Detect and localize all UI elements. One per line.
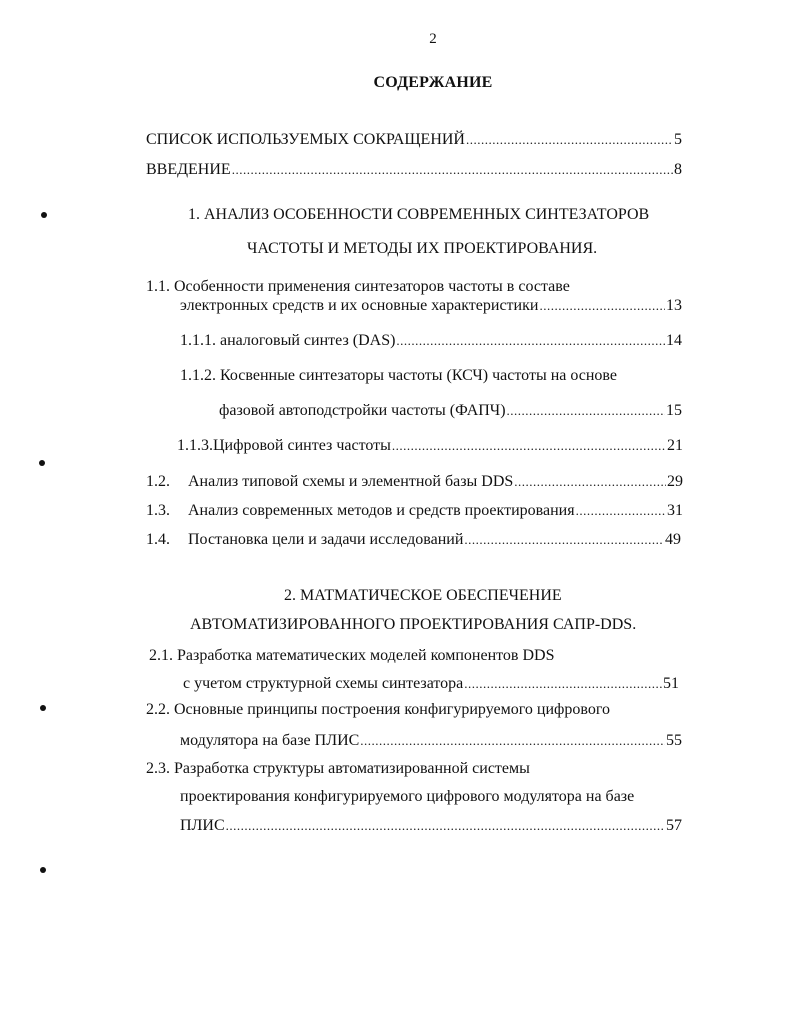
toc-entry-2-1[interactable] — [183, 675, 679, 693]
toc-entry-1-1-line-1[interactable]: 1.1. Особенности применения синтезаторов частоты в составе — [146, 278, 570, 295]
toc-entry-text: Анализ современных методов и средств проектирования — [188, 502, 575, 519]
toc-entry-1-3[interactable] — [146, 502, 683, 520]
toc-leader-dots — [507, 402, 665, 420]
toc-entry-page: 31 — [667, 502, 683, 519]
toc-entry-page: 14 — [666, 332, 682, 349]
toc-title: СОДЕРЖАНИЕ — [373, 74, 493, 91]
toc-entry-2-3-line-1[interactable]: 2.3. Разработка структуры автоматизированной системы — [146, 760, 530, 777]
toc-leader-dots — [466, 131, 673, 149]
toc-entry-2-1-line-1[interactable]: 2.1. Разработка математических моделей компонентов DDS — [149, 647, 555, 664]
toc-entry-1-2[interactable] — [146, 473, 683, 491]
toc-leader-dots — [514, 473, 666, 491]
toc-entry-2-2-line-1[interactable]: 2.2. Основные принципы построения конфигурируемого цифрового — [146, 701, 610, 718]
chapter-2-heading-line-1[interactable]: 2. МАТМАТИЧЕСКОЕ ОБЕСПЕЧЕНИЕ — [284, 587, 562, 604]
toc-entry-text: Анализ типовой схемы и элементной базы DDS — [188, 473, 514, 490]
toc-entry-number: 1.2. — [146, 473, 170, 490]
toc-entry-page: 55 — [666, 732, 682, 749]
toc-entry-text: ВВЕДЕНИЕ — [146, 161, 231, 178]
toc-entry-page: 49 — [665, 531, 681, 548]
toc-entry-1-4[interactable] — [146, 531, 681, 549]
toc-leader-dots — [576, 502, 666, 520]
toc-entry-page: 29 — [667, 473, 683, 490]
toc-entry-page: 13 — [666, 297, 682, 314]
toc-entry-number: 1.3. — [146, 502, 170, 519]
toc-entry-text: модулятора на базе ПЛИС — [180, 732, 360, 749]
toc-entry-text: фазовой автоподстройки частоты (ФАПЧ) — [219, 402, 506, 419]
toc-entry-text: электронных средств и их основные характеристики — [180, 297, 539, 314]
binder-hole-mark — [39, 460, 45, 466]
toc-entry-introduction[interactable] — [146, 161, 682, 179]
binder-hole-mark — [40, 867, 46, 873]
toc-entry-text: Постановка цели и задачи исследований — [188, 531, 464, 548]
chapter-2-heading-line-2: АВТОМАТИЗИРОВАННОГО ПРОЕКТИРОВАНИЯ САПР-DDS. — [190, 616, 637, 633]
binder-hole-mark — [40, 705, 46, 711]
toc-entry-abbreviations[interactable] — [146, 131, 682, 149]
toc-entry-page: 8 — [674, 161, 682, 178]
page-number: 2 — [429, 31, 437, 47]
toc-leader-dots — [392, 437, 666, 455]
binder-hole-mark — [41, 212, 47, 218]
toc-leader-dots — [396, 332, 665, 350]
toc-entry-page: 15 — [666, 402, 682, 419]
toc-entry-1-1-2-line-1[interactable]: 1.1.2. Косвенные синтезаторы частоты (КСЧ) частоты на основе — [180, 367, 617, 384]
toc-entry-text: 1.1.3.Цифровой синтез частоты — [177, 437, 391, 454]
toc-leader-dots — [232, 161, 673, 179]
chapter-1-heading-line-1[interactable]: 1. АНАЛИЗ ОСОБЕННОСТИ СОВРЕМЕННЫХ СИНТЕЗАТОРОВ — [188, 206, 650, 223]
toc-entry-text: 1.1.1. аналоговый синтез (DAS) — [180, 332, 396, 349]
toc-entry-page: 57 — [666, 817, 682, 834]
toc-entry-number: 1.4. — [146, 531, 170, 548]
toc-entry-page: 5 — [674, 131, 682, 148]
chapter-1-heading-line-2: ЧАСТОТЫ И МЕТОДЫ ИХ ПРОЕКТИРОВАНИЯ. — [247, 240, 598, 257]
toc-leader-dots — [539, 297, 665, 315]
toc-leader-dots — [464, 531, 664, 549]
toc-entry-page: 21 — [667, 437, 683, 454]
toc-leader-dots — [360, 732, 665, 750]
toc-entry-text: ПЛИС — [180, 817, 225, 834]
toc-entry-text: СПИСОК ИСПОЛЬЗУЕМЫХ СОКРАЩЕНИЙ — [146, 131, 465, 148]
toc-entry-text: с учетом структурной схемы синтезатора — [183, 675, 464, 692]
toc-entry-1-1-3[interactable] — [177, 437, 683, 455]
toc-entry-2-3[interactable] — [180, 817, 682, 835]
toc-entry-1-1-1[interactable] — [180, 332, 682, 350]
toc-entry-page: 51 — [663, 675, 679, 692]
toc-leader-dots — [464, 675, 662, 693]
toc-entry-1-1[interactable] — [180, 297, 682, 315]
toc-entry-2-3-line-2: проектирования конфигурируемого цифрового модулятора на базе — [180, 788, 635, 805]
toc-entry-1-1-2[interactable] — [219, 402, 682, 420]
toc-entry-2-2[interactable] — [180, 732, 682, 750]
toc-leader-dots — [226, 817, 665, 835]
